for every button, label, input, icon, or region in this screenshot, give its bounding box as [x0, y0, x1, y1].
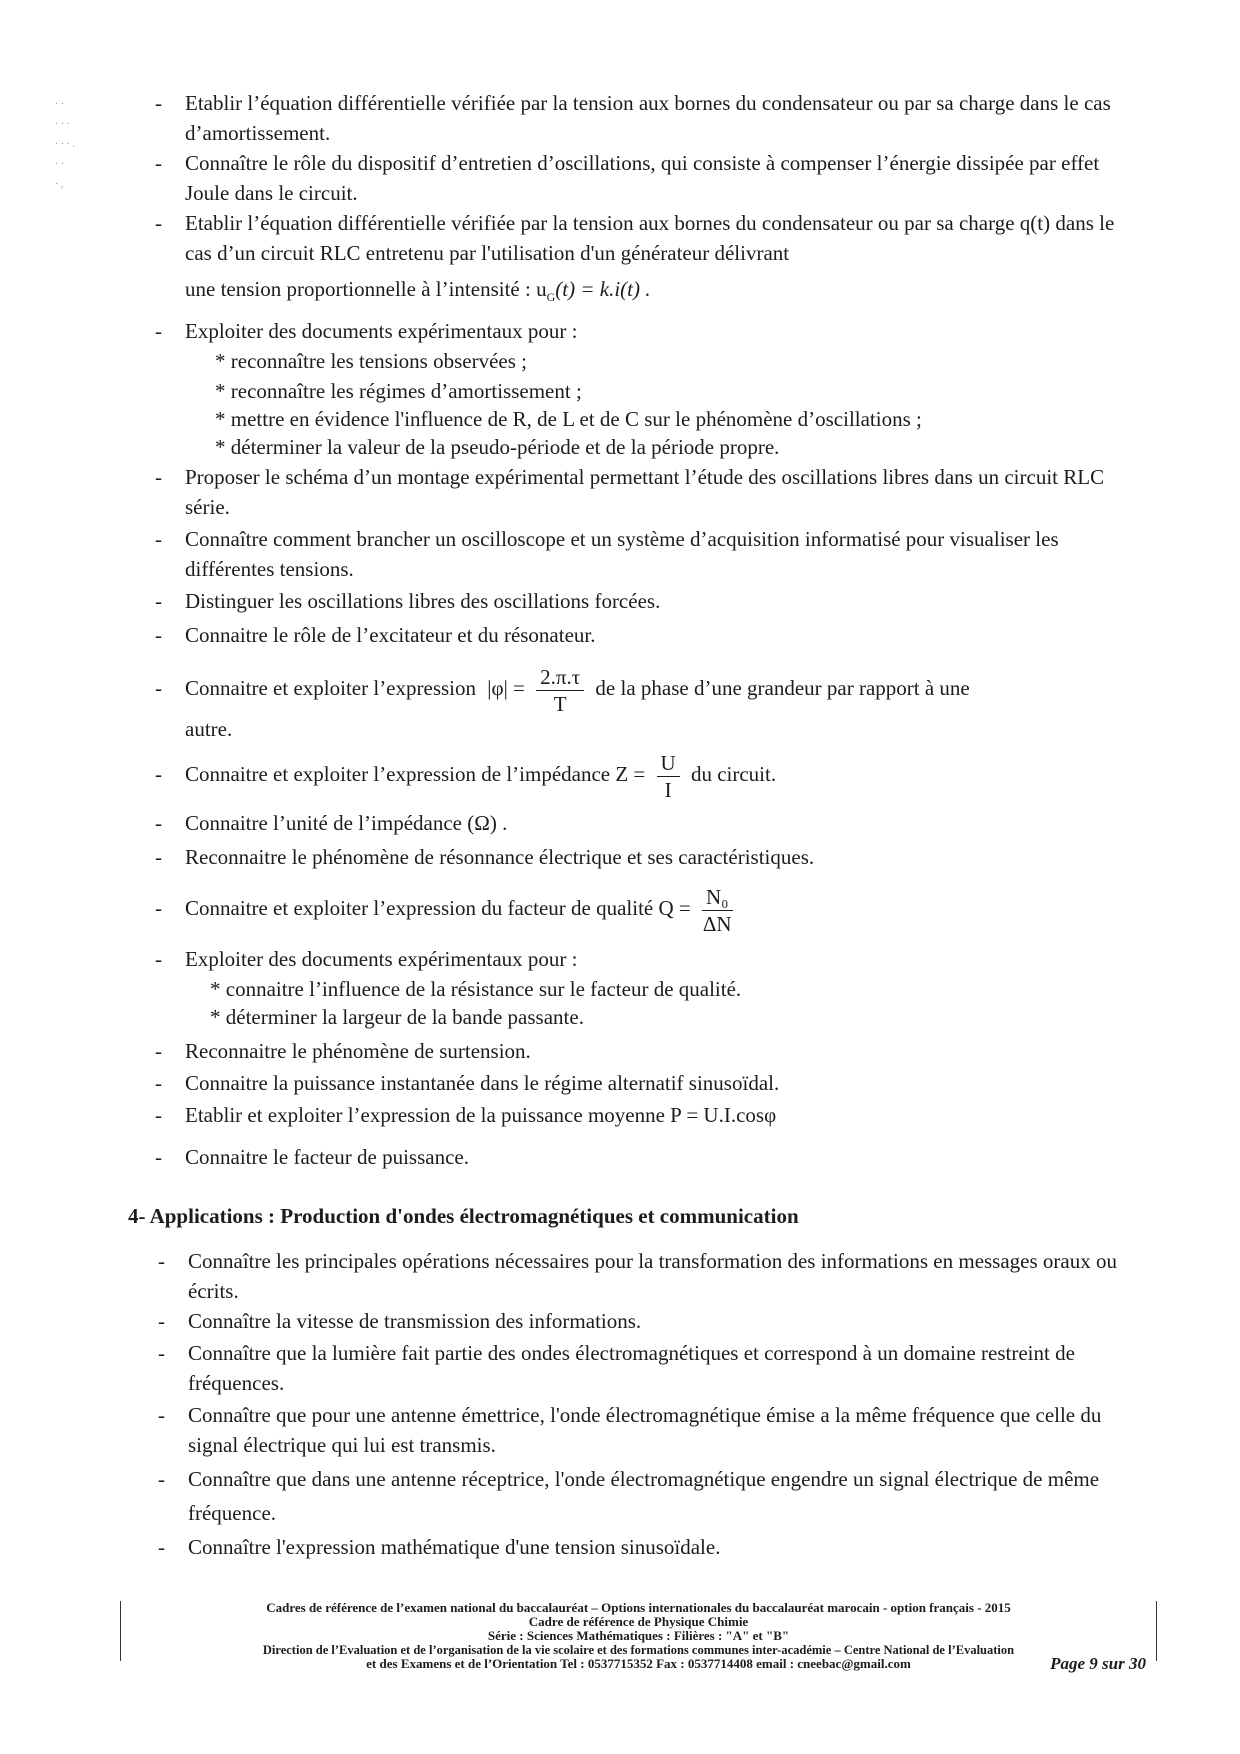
page-footer [120, 1600, 1157, 1673]
footer-line: Direction de l’Evaluation et de l’organisation de la vie scolaire et des formations communes inter-académie – Centre National de l’Evaluation [262, 1643, 1015, 1657]
document-page: · · · · · · · · . · · · , - Etablir l’équation différentielle vérifiée par la tension aux bornes du condensateur ou par sa charge dans le cas d’amortissement. - Connaître le rôle du dispositif d’entretien d’oscillations, qui consiste à compenser l’énergie dissipée par effet Joule dans le circuit. - Etablir l’équation différentielle vérifiée par la tension aux bornes du condensateur ou par sa charge q(t) dans le cas d’un circuit RLC entretenu par l'utilisation d'un générateur délivrant une tension proportionnelle à l’intensité : $u_G(t) = k.i(t)$ . - Exploiter des documents expérimentaux pour : * reconnaître les tensions observées ; * reconnaître les régimes d’amortissement ; * mettre en évidence l'influence de R, de L et de C sur le phénomène d’oscillations ; * déterminer la valeur de la pseudo-période et de la période propre. - Proposer le schéma d’un montage expérimental permettant l’étude des oscillations libres dans un circuit RLC série. - Connaître comment brancher un oscilloscope et un système d’acquisition informatisé pour visualiser les différentes tensions. - Distinguer les oscillations libres des oscillations forcées. - Connaitre le rôle de l’excitateur et du résonateur. - Connaitre et exploiter l’expression |φ| = $\frac{2.\pi.\tau}{T}$ de la phase d’une grandeur par rapport à une autre. - Connaitre et exploiter l’expression de l’impédance Z = $\frac{U}{I}$ du circuit. - Connaitre l’unité de l’impédance (Ω) . - Reconnaitre le phénomène de résonnance électrique et ses caractéristiques. - Connaitre et exploiter l’expression du facteur de qualité Q = $\frac{\text{N₀}}{\Delta N}$ - Exploiter des documents expérimentaux pour : * connaitre l’influence de la résistance sur le facteur de qualité. * déterminer la largeur de la bande passante. - Reconnaitre le phénomène de surtension. - Connaitre la puissance instantanée dans le régime alternatif sinusoïdal. - Etablir et exploiter l’expression de la puissance moyenne P = U.I.cosφ - Connaitre le facteur de puissance. 4- Applications : Production d'ondes électromagnétiques et communication - Connaître les principales opérations nécessaires pour la transformation des informations en messages oraux ou écrits. - Connaître la vitesse de transmission des informations. - Connaître que la lumière fait partie des ondes électromagnétiques et correspond à un domaine restreint de fréquences. - Connaître que pour une antenne émettrice, l'onde électromagnétique émise a la même fréquence que celle du signal électrique qui lui est transmis. - Connaître que dans une antenne réceptrice, l'onde électromagnétique engendre un signal électrique de même fréquence. - Connaître l'expression mathématique d'une tension sinusoïdale. Cadres de référence de l’examen national du baccalauréat – Options internationales du baccalauréat marocain - option français - 2015 Cadre de référence de Physique Chimie Série : Sciences Mathématiques : Filières : "A" et "B" Direction de l’Evaluation et de l’organisation de la vie scolaire et des formations communes inter-académie – Centre National de l’Evaluation et des Examens et de l’Orientation Tel : 0537715352 Fax : 0537714408 email : cneebac@gmail.com Page 9 sur 30 [0, 0, 1240, 1754]
list-item-phase: - Connaitre et exploiter l’expression |φ| = $\frac{2.\pi.\tau}{T}$ de la phase d’une grandeur par rapport à une [155, 664, 970, 716]
footer-contact: et des Examens et de l’Orientation Tel : 0537715352 Fax : 0537714408 email : cneebac@gmail.com [366, 1656, 911, 1671]
sub-item: * reconnaître les tensions observées ; [215, 349, 527, 373]
list-item-quality: - Connaitre et exploiter l’expression du facteur de qualité Q = $\frac{\text{N₀}}{\Delta N}$ [155, 884, 732, 936]
sub-item: * reconnaître les régimes d’amortissement ; [215, 379, 582, 403]
quality-fraction: $\frac{\text{N₀}}{\Delta N}$ [702, 884, 732, 936]
phase-fraction: $\frac{2.\pi.\tau}{T}$ [536, 664, 584, 717]
list-item-impedance: - Connaitre et exploiter l’expression de l’impédance Z = $\frac{U}{I}$ du circuit. [155, 750, 777, 802]
sub-item: * connaitre l’influence de la résistance sur le facteur de qualité. [210, 977, 742, 1001]
sub-item: * déterminer la valeur de la pseudo-période et de la période propre. [215, 435, 780, 459]
sub-item: * mettre en évidence l'influence de R, de L et de C sur le phénomène d’oscillations ; [215, 407, 922, 431]
footer-line: Cadres de référence de l’examen national du baccalauréat – Options internationales du baccalauréat marocain - option français - 2015 [266, 1600, 1011, 1615]
footer-line: Cadre de référence de Physique Chimie [528, 1614, 749, 1629]
sub-item: * déterminer la largeur de la bande passante. [210, 1005, 584, 1029]
impedance-fraction: $\frac{U}{I}$ [657, 750, 680, 803]
page-number: Page 9 sur 30 [1050, 1654, 1146, 1673]
footer-line: Série : Sciences Mathématiques : Filières : "A" et "B" [487, 1628, 790, 1643]
scan-noise: · · · · · · · · . · · · , [55, 99, 75, 190]
section-heading: 4- Applications : Production d'ondes électromagnétiques et communication [128, 1204, 799, 1228]
